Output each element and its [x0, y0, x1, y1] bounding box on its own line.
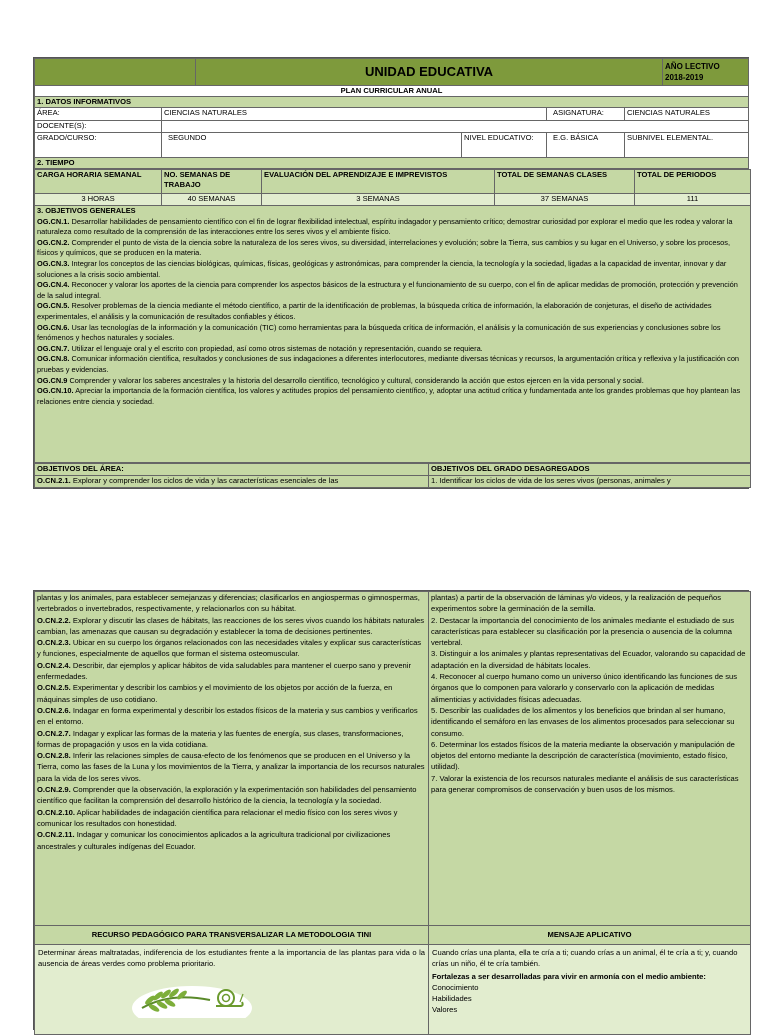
objetivo-general-item	[37, 217, 748, 238]
objetivo-area-item	[37, 682, 426, 705]
area-value: CIENCIAS NATURALES	[162, 108, 547, 121]
tiempo-value: 111	[635, 194, 751, 206]
mensaje-text: Cuando crías una planta, ella te cría a ti; cuando crías a un animal, él te cría a ti; y, cuando crías un niño, él te cría también.	[432, 948, 738, 969]
tiempo-header: NO. SEMANAS DE TRABAJO	[162, 170, 262, 194]
mensaje-header: MENSAJE APLICATIVO	[429, 926, 751, 945]
objetivo-general-text: Usar las tecnologías de la información y la comunicación (TIC) como herramientas para la búsqueda crítica de información, el análisis y la comunicación de sus experiencias y conclusiones sobre los fenómenos y hechos naturales y sociales.	[37, 322, 721, 343]
objetivo-general-code: OG.CN.6.	[37, 322, 70, 332]
objetivo-general-item	[37, 386, 748, 407]
objetivo-grado-item: 3. Distinguir a los animales y plantas representativas del Ecuador, valorando su capacidad de adaptación en la diversidad de hábitats locales.	[431, 649, 746, 670]
objetivo-area-text: Indagar y explicar las formas de la materia y las fuentes de energía, sus clases, transformaciones, formas de propagación y usos en la vida cotidiana.	[37, 728, 404, 749]
objetivo-area-code: O.CN.2.5.	[37, 683, 71, 693]
objetivo-general-code: OG.CN.4.	[37, 280, 70, 290]
school-year	[663, 59, 749, 86]
objetivo-area-item	[37, 660, 426, 683]
section-tiempo: 2. TIEMPO	[35, 158, 749, 169]
objetivo-grado-item: plantas) a partir de la observación de láminas y/o videos, y la realización de pequeños experimentos sobre la germinación de la semilla.	[431, 593, 721, 614]
objetivo-area-text: Aplicar habilidades de indagación científica para relacionar el medio físico con los seres vivos y comunicar los resultados con honestidad.	[37, 807, 398, 828]
tiempo-value: 3 HORAS	[35, 194, 162, 206]
objetivo-area-text: Indagar y comunicar los conocimientos aplicados a la agricultura tradicional por civilizaciones ancestrales y culturales indígenas del Ecuador.	[37, 830, 391, 851]
objetivo-general-code: OG.CN.1.	[37, 216, 70, 226]
section-objetivos-generales: 3. OBJETIVOS GENERALES	[37, 206, 136, 215]
objetivo-area-code: O.CN.2.10.	[37, 807, 75, 817]
nivel-label: NIVEL EDUCATIVO:	[462, 133, 547, 158]
objetivo-general-text: Comunicar información científica, resultados y conclusiones de sus indagaciones a diferentes interlocutores, mediante diversas técnicas y recursos, la argumentación crítica y reflexiva y la justificación con pruebas y evidencias.	[37, 354, 740, 374]
docentes-label: DOCENTE(S):	[35, 121, 162, 133]
objetivo-general-code: OG.CN.8.	[37, 354, 70, 364]
objetivos-area-column	[35, 592, 429, 926]
objetivo-area-text: plantas y los animales, para establecer semejanzas y diferencias; clasificarlos en angiospermas o gimnospermas, vertebrados o invertebrados, respectivamente, y relacionarlos con su hábitat.	[37, 593, 420, 614]
objetivo-area-code: O.CN.2.11.	[37, 830, 75, 840]
strengths-title: Fortalezas a ser desarrolladas para vivir en armonía con el medio ambiente:	[432, 971, 706, 981]
tiempo-value: 37 SEMANAS	[495, 194, 635, 206]
objetivo-grado-item: 7. Valorar la existencia de los recursos naturales mediante el análisis de sus características para generar compromisos de conservación y buen usos de los mismos.	[431, 773, 739, 795]
objetivo-area-code: O.CN.2.9.	[37, 785, 71, 795]
asignatura-value: CIENCIAS NATURALES	[625, 108, 749, 121]
strength-item: Valores	[432, 1005, 458, 1015]
objetivo-area-text: Explorar y comprender los ciclos de vida y las características esenciales de las	[70, 476, 339, 485]
objetivo-general-code: OG.CN.7.	[37, 343, 70, 353]
objetivos-generales-list	[37, 217, 748, 408]
recurso-text: Determinar áreas maltratadas, indiferencia de los estudiantes frente a la importancia de las plantas para vida o la ausencia de áreas verdes como problema prioritario.	[38, 948, 425, 969]
tiempo-header: TOTAL DE PERIODOS	[635, 170, 751, 194]
objetivos-grado-list	[431, 592, 748, 795]
objetivo-area-code: O.CN.2.2.	[37, 615, 71, 625]
docentes-value	[162, 121, 749, 133]
objetivo-general-text: Comprender el punto de vista de la ciencia sobre la naturaleza de los seres vivos, su diversidad, interrelaciones y evolución; sobre la Tierra, sus cambios y su lugar en el Universo, y sobre los procesos, físicos y químicos, que se producen en la materia.	[37, 237, 731, 258]
strength-item: Habilidades	[432, 994, 472, 1004]
objetivo-general-text: Reconocer y valorar los aportes de la ciencia para comprender los aspectos básicos de la estructura y el funcionamiento de su cuerpo, con el fin de aplicar medidas de promoción, protección y prevención de la salud integral.	[37, 280, 738, 300]
objetivo-general-item	[37, 323, 748, 344]
institution-title: UNIDAD EDUCATIVA	[196, 59, 663, 86]
objetivo-area-code: O.CN.2.7.	[37, 728, 71, 738]
nivel-value: E.G. BÁSICA	[547, 133, 625, 158]
objetivo-general-text: Utilizar el lenguaje oral y el escrito con propiedad, así como otros sistemas de notación y representación, cuando se requiera.	[69, 343, 483, 353]
objetivo-general-item	[37, 280, 748, 301]
recurso-header: RECURSO PEDAGÓGICO PARA TRANSVERSALIZAR LA METODOLOGIA TINI	[35, 926, 429, 945]
objetivo-grado-item: 4. Reconocer al cuerpo humano como un universo único identificando las funciones de sus órganos que lo componen para valorarlo y conservarlo con la aplicación de medidas alimenticias y actividades físicas adecuadas.	[431, 672, 738, 704]
area-label: ÁREA:	[35, 108, 162, 121]
objetivo-general-text: Apreciar la importancia de la formación científica, los valores y actitudes propios del pensamiento científico, y, adoptar una actitud crítica y fundamentada ante los grandes problemas que hoy plantean las relaciones entre ciencia y sociedad.	[37, 386, 741, 406]
header-blank-cell	[35, 59, 196, 86]
section-datos-informativos: 1. DATOS INFORMATIVOS	[35, 97, 749, 108]
objetivo-area-item	[35, 476, 429, 488]
objetivo-area-text: Indagar en forma experimental y describir los estados físicos de la materia y sus cambios y verificarlos en el entorno.	[37, 705, 418, 727]
objetivo-area-code: O.CN.2.6.	[37, 705, 71, 715]
recurso-cell	[35, 945, 429, 1035]
objetivo-general-item	[37, 301, 748, 322]
objetivo-area-code: O.CN.2.8.	[37, 751, 71, 761]
objetivos-area-header: OBJETIVOS DEL ÁREA:	[35, 464, 429, 476]
objetivos-generales-cell	[35, 206, 751, 463]
subnivel-value: SUBNIVEL ELEMENTAL.	[625, 133, 749, 158]
objetivos-grado-header: OBJETIVOS DEL GRADO DESAGREGADOS	[429, 464, 751, 476]
objetivo-area-text: Describir, dar ejemplos y aplicar hábitos de vida saludables para mantener el cuerpo sano y prevenir enfermedades.	[37, 660, 411, 682]
objetivo-general-item	[37, 376, 748, 387]
strength-item: Conocimiento	[432, 982, 479, 992]
curricular-plan-page-1	[33, 57, 749, 489]
objetivo-general-text: Desarrollar habilidades de pensamiento científico con el fin de lograr flexibilidad intelectual, espíritu indagador y pensamiento crítico; demostrar curiosidad por explorar el medio que les rodea y valorar la naturaleza como resultado de la comprensión de las interacciones entre los seres vivos y el ambiente físico.	[37, 216, 733, 237]
objetivo-area-code: O.CN.2.3.	[37, 638, 71, 648]
asignatura-label: ASIGNATURA:	[547, 108, 625, 121]
objetivo-grado-item: 6. Determinar los estados físicos de la materia mediante la observación y manipulación de objetos del entorno mediante la descripción de característica (movimiento, estado físico, utilidad).	[431, 739, 735, 772]
objetivo-area-code: O.CN.2.4.	[37, 660, 71, 670]
objetivo-general-item	[37, 354, 748, 375]
objetivo-general-item	[37, 238, 748, 259]
objetivo-area-item	[37, 615, 426, 638]
grado-label: GRADO/CURSO:	[35, 133, 162, 158]
tiempo-header: TOTAL DE SEMANAS CLASES	[495, 170, 635, 194]
objetivo-area-text: Comprender que la observación, la exploración y la experimentación son habilidades del pensamiento científico que facilitan la comprensión del desarrollo histórico de la ciencia, la tecnología y la sociedad.	[37, 785, 417, 806]
school-year-value: 2018-2019	[665, 73, 704, 82]
plan-title: PLAN CURRICULAR ANUAL	[35, 86, 749, 97]
objetivo-area-text: Inferir las relaciones simples de causa-efecto de los fenómenos que se producen en el Universo y la Tierra, como las fases de la Luna y los movimientos de la Tierra, y analizar la importancia de los recursos naturales para la vida de los seres vivos.	[37, 751, 425, 783]
objetivos-grado-column	[429, 592, 751, 926]
tiempo-value: 40 SEMANAS	[162, 194, 262, 206]
objetivo-area-code: O.CN.2.1.	[37, 476, 71, 485]
objetivo-general-item	[37, 344, 748, 355]
objetivo-area-item	[37, 705, 426, 728]
objetivo-area-item	[37, 637, 426, 660]
grado-value: SEGUNDO	[162, 133, 462, 158]
objetivo-grado-item: 2. Destacar la importancia del conocimiento de los animales mediante el estudiado de sus características para establecer su clasificación por la presencia o ausencia de la columna vertebral.	[431, 615, 735, 648]
objetivos-area-list	[37, 592, 426, 852]
objetivo-area-text: Experimentar y describir los cambios y el movimiento de los objetos por acción de la fuerza, en máquinas simples de uso cotidiano.	[37, 683, 393, 704]
tiempo-header: EVALUACIÓN DEL APRENDIZAJE E IMPREVISTOS	[262, 170, 495, 194]
tiempo-value: 3 SEMANAS	[262, 194, 495, 206]
mensaje-cell	[429, 945, 751, 1035]
objetivo-general-code: OG.CN.3.	[37, 258, 70, 268]
objetivo-area-item	[37, 807, 426, 830]
objetivo-general-item	[37, 259, 748, 280]
objetivo-general-text: Integrar los conceptos de las ciencias biológicas, químicas, físicas, geológicas y astronómicas, para comprender la ciencia, la tecnología y la sociedad, ligadas a la capacidad de inventar, innovar y dar soluciones a la crisis socio ambiental.	[37, 258, 727, 279]
objetivo-area-item	[37, 750, 426, 784]
school-year-label: AÑO LECTIVO	[665, 62, 720, 71]
objetivo-area-item	[37, 592, 426, 615]
curricular-plan-page-2	[33, 590, 749, 1030]
objetivo-general-code: OG.CN.2.	[37, 237, 70, 247]
tiempo-header: CARGA HORARIA SEMANAL	[35, 170, 162, 194]
objetivo-general-text: Comprender y valorar los saberes ancestrales y la historia del desarrollo científico, tecnológico y cultural, considerando la acción que estos ejercen en la vida personal y social.	[67, 375, 644, 385]
objetivo-grado-item: 1. Identificar los ciclos de vida de los seres vivos (personas, animales y	[429, 476, 751, 488]
objetivo-area-text: Explorar y discutir las clases de hábitats, las reacciones de los seres vivos cuando los hábitats naturales cambian, las amenazas que causan su degradación y establecer la toma de decisiones pertinentes.	[37, 615, 425, 636]
objetivo-grado-item: 5. Describir las cualidades de los alimentos y los beneficios que brindan al ser humano, identificando el semáforo en las envases de los alimentos procesados para seleccionar su consumo.	[431, 705, 735, 738]
objetivo-general-code: OG.CN.10.	[37, 386, 74, 396]
objetivo-area-item	[37, 829, 426, 852]
objetivo-area-item	[37, 784, 426, 807]
objetivo-general-text: Resolver problemas de la ciencia mediante el método científico, a partir de la identificación de problemas, la búsqueda crítica de información, la elaboración de conjeturas, el diseño de actividades experimentales, el análisis y la comunicación de resultados confiables y éticos.	[37, 301, 712, 321]
objetivo-area-text: Ubicar en su cuerpo los órganos relacionados con las necesidades vitales y explicar sus características y funciones, especialmente de aquellos que forman el sistema osteomuscular.	[37, 638, 422, 659]
objetivo-area-item	[37, 728, 426, 751]
plant-snail-illustration	[130, 978, 260, 1018]
objetivo-general-code: OG.CN.9	[37, 375, 68, 385]
objetivo-general-code: OG.CN.5.	[37, 301, 70, 311]
